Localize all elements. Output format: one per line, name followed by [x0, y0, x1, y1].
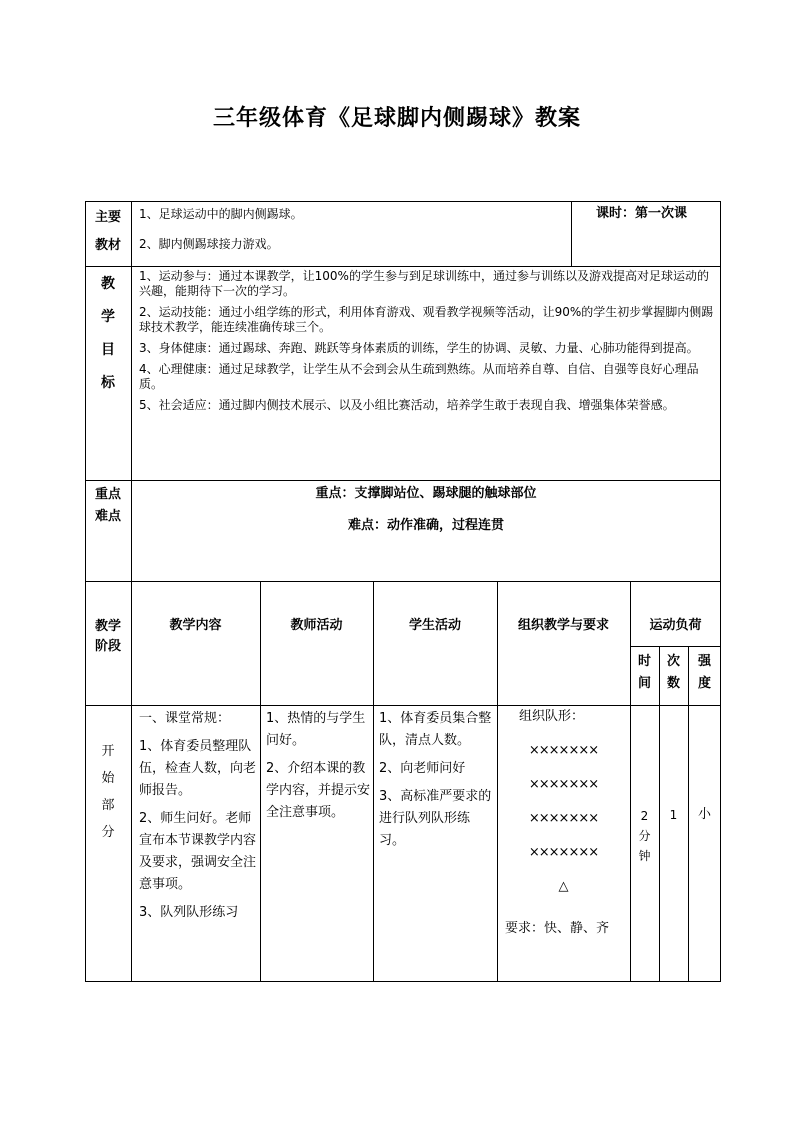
start-organize [497, 708, 630, 938]
row-divider [85, 581, 721, 582]
start-student [379, 708, 494, 852]
header-time: 时 间 [637, 654, 651, 691]
formation-row: ××××××× [528, 743, 599, 758]
organize-title: 组织队形： [519, 709, 585, 724]
keypoints-label: 重点 难点 [94, 487, 121, 524]
header-intensity: 强 度 [697, 654, 711, 691]
lesson-period: 课时：第一次课 [596, 206, 688, 221]
objective-item: 1、运动参与：通过本课教学，让100%的学生参与到足球训练中，通过参与训练以及游戏提高对足球运动的兴趣，能期待下一次的学习。 [139, 269, 709, 298]
start-intensity: 小 [697, 807, 711, 822]
header-load: 运动负荷 [649, 618, 702, 633]
student-line: 3、高标准严要求的进行队列队形练习。 [379, 789, 492, 848]
materials-list [139, 207, 564, 252]
student-line: 1、体育委员集合整队，清点人数。 [379, 711, 492, 748]
start-count: 1 [669, 808, 678, 822]
col-divider [131, 201, 132, 982]
objective-item: 2、运动技能：通过小组学练的形式，利用体育游戏、观看教学视频等活动，让90%的学生初步掌握脚内侧踢球技术教学，能连续准确传球三个。 [139, 305, 714, 334]
header-stage: 教学 阶段 [94, 619, 121, 654]
stage-start-label: 开 始 部 分 [101, 744, 115, 840]
difficult-point: 难点：动作准确，过程连贯 [347, 518, 504, 533]
header-content: 教学内容 [169, 618, 222, 633]
objective-item: 4、心理健康：通过足球教学，让学生从不会到会从生疏到熟练。从而培养自尊、自信、自强等良好心理品质。 [139, 362, 699, 391]
requirement: 要求：快、静、齐 [505, 921, 610, 936]
teacher-line: 2、介绍本课的教学内容，并提示安全注意事项。 [266, 761, 371, 820]
objectives-list [139, 269, 715, 419]
row-divider [85, 480, 721, 481]
col-divider [571, 201, 572, 266]
teacher-line: 1、热情的与学生问好。 [266, 711, 366, 748]
content-line: 3、队列队形练习 [139, 905, 239, 920]
formation-row: ××××××× [528, 811, 599, 826]
content-line: 1、体育委员整理队伍，检查人数，向老师报告。 [139, 739, 257, 798]
content-line: 2、师生问好。老师宣布本节课教学内容及要求，强调安全注意事项。 [139, 811, 257, 892]
material-item: 2、脚内侧踢球接力游戏。 [139, 237, 279, 251]
col-divider [373, 581, 374, 982]
start-content [139, 708, 257, 924]
header-count: 次 数 [666, 654, 680, 691]
start-time: 2 分 钟 [638, 809, 651, 863]
start-teacher [266, 708, 370, 824]
material-item: 1、足球运动中的脚内侧踢球。 [139, 207, 303, 221]
col-divider [260, 581, 261, 982]
formation-row: ××××××× [528, 845, 599, 860]
objectives-label: 教 学 目 标 [101, 276, 115, 391]
content-line: 一、课堂常规： [139, 711, 231, 726]
objective-item: 5、社会适应：通过脚内侧技术展示、以及小组比赛活动，培养学生敢于表现自我、增强集体荣誉感。 [139, 398, 675, 412]
row-divider [85, 705, 721, 706]
header-student: 学生活动 [408, 618, 461, 633]
materials-label: 主要 教材 [94, 210, 121, 253]
objective-item: 3、身体健康：通过踢球、奔跑、跳跃等身体素质的训练，学生的协调、灵敏、力量、心肺功能得到提高。 [139, 341, 699, 355]
header-organize: 组织教学与要求 [517, 618, 609, 633]
page-title: 三年级体育《足球脚内侧踢球》教案 [212, 105, 581, 131]
row-divider [85, 266, 721, 267]
key-point: 重点：支撑脚站位、踢球腿的触球部位 [315, 486, 537, 501]
row-divider [630, 646, 721, 647]
header-teacher: 教师活动 [290, 618, 343, 633]
col-divider [630, 581, 631, 982]
formation-row: ××××××× [528, 777, 599, 792]
teacher-position-icon: △ [558, 879, 569, 894]
student-line: 2、向老师问好 [379, 761, 466, 776]
